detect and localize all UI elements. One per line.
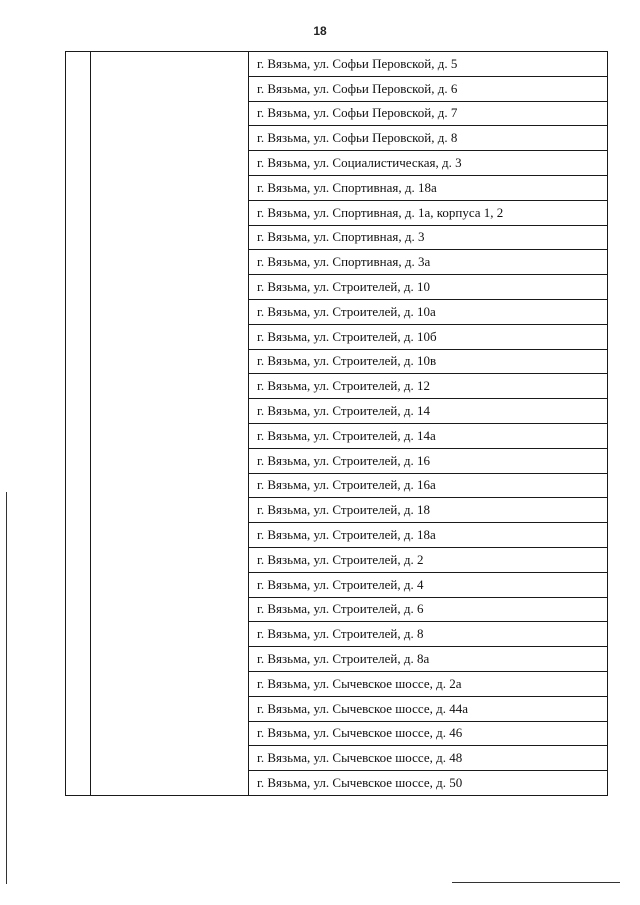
address-cell: г. Вязьма, ул. Спортивная, д. 18а [249,175,608,200]
address-cell: г. Вязьма, ул. Сычевское шоссе, д. 48 [249,746,608,771]
address-cell: г. Вязьма, ул. Строителей, д. 2 [249,547,608,572]
address-cell: г. Вязьма, ул. Софьи Перовской, д. 7 [249,101,608,126]
address-cell: г. Вязьма, ул. Спортивная, д. 3а [249,250,608,275]
page-number: 18 [313,24,327,38]
address-cell: г. Вязьма, ул. Софьи Перовской, д. 6 [249,76,608,101]
address-cell: г. Вязьма, ул. Строителей, д. 16 [249,448,608,473]
address-cell: г. Вязьма, ул. Строителей, д. 14а [249,423,608,448]
table-row [66,52,608,77]
address-cell: г. Вязьма, ул. Строителей, д. 18 [249,498,608,523]
address-cell: г. Вязьма, ул. Строителей, д. 8 [249,622,608,647]
address-cell: г. Вязьма, ул. Строителей, д. 10 [249,275,608,300]
address-cell: г. Вязьма, ул. Сычевское шоссе, д. 44а [249,696,608,721]
address-cell: г. Вязьма, ул. Строителей, д. 10а [249,299,608,324]
address-cell: г. Вязьма, ул. Строителей, д. 18а [249,523,608,548]
address-cell: г. Вязьма, ул. Спортивная, д. 3 [249,225,608,250]
address-cell: г. Вязьма, ул. Софьи Перовской, д. 5 [249,52,608,77]
address-cell: г. Вязьма, ул. Сычевское шоссе, д. 46 [249,721,608,746]
address-cell: г. Вязьма, ул. Социалистическая, д. 3 [249,151,608,176]
address-cell: г. Вязьма, ул. Строителей, д. 14 [249,399,608,424]
address-cell: г. Вязьма, ул. Строителей, д. 12 [249,374,608,399]
address-cell: г. Вязьма, ул. Строителей, д. 6 [249,597,608,622]
address-cell: г. Вязьма, ул. Софьи Перовской, д. 8 [249,126,608,151]
empty-column-name [91,52,249,796]
empty-column-number [66,52,91,796]
address-cell: г. Вязьма, ул. Строителей, д. 10б [249,324,608,349]
address-cell: г. Вязьма, ул. Спортивная, д. 1а, корпуса 1, 2 [249,200,608,225]
address-table [65,51,608,796]
bottom-rule [452,882,620,883]
address-cell: г. Вязьма, ул. Строителей, д. 10в [249,349,608,374]
address-cell: г. Вязьма, ул. Сычевское шоссе, д. 50 [249,771,608,796]
address-cell: г. Вязьма, ул. Строителей, д. 16а [249,473,608,498]
scan-edge-line [6,492,7,884]
address-cell: г. Вязьма, ул. Строителей, д. 4 [249,572,608,597]
address-table-body [66,52,608,796]
address-cell: г. Вязьма, ул. Сычевское шоссе, д. 2а [249,671,608,696]
address-cell: г. Вязьма, ул. Строителей, д. 8а [249,647,608,672]
